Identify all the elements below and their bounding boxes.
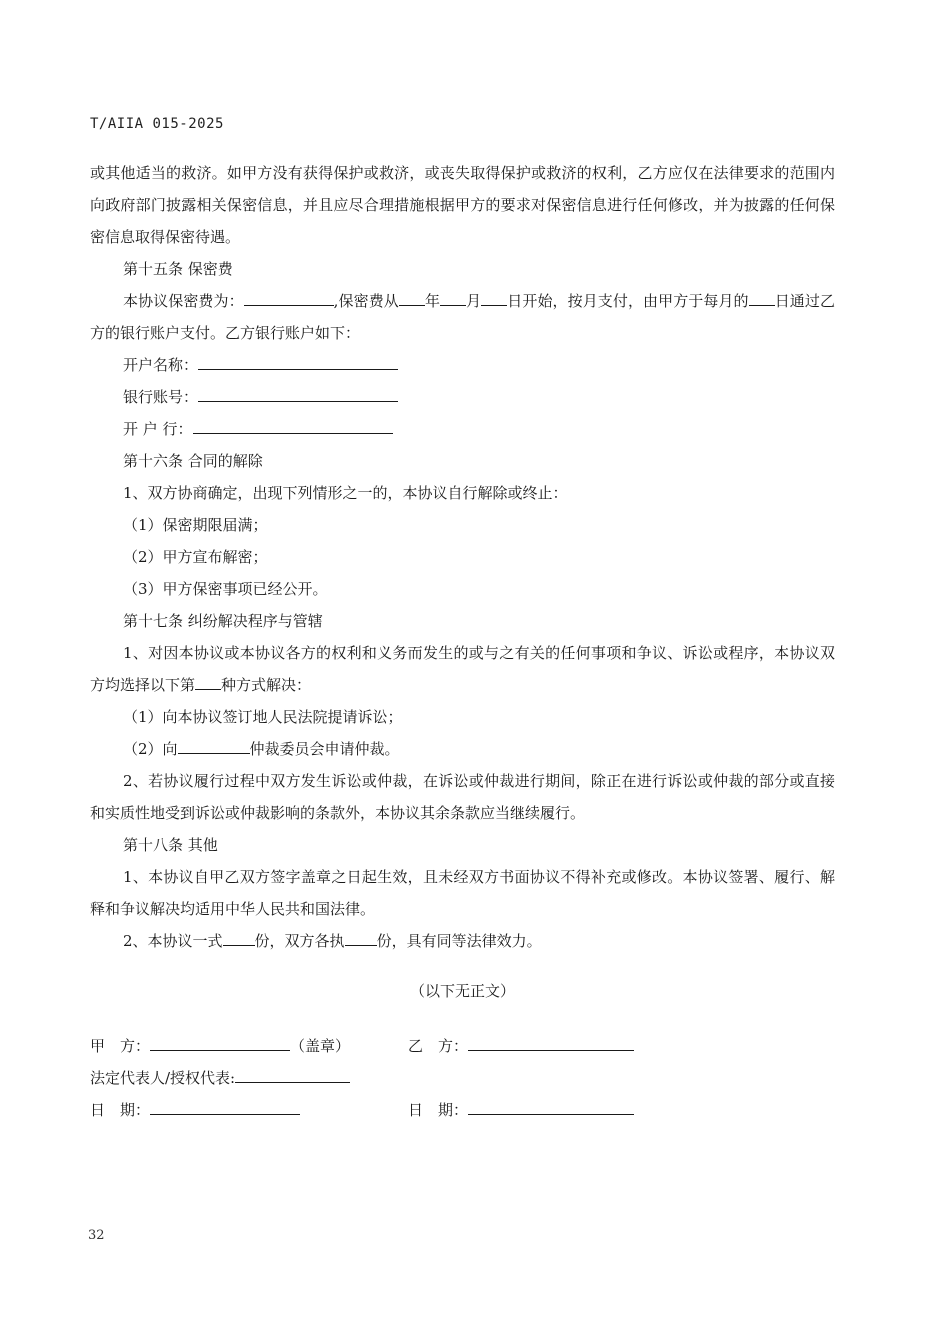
resolution-method-blank[interactable]	[195, 675, 221, 690]
bank-blank[interactable]	[193, 419, 393, 434]
party-b-blank[interactable]	[468, 1036, 634, 1051]
article-17-sub-1: （1）向本协议签订地人民法院提请诉讼；	[123, 708, 403, 726]
article-17-item-2: 2、若协议履行过程中双方发生诉讼或仲裁，在诉讼或仲裁进行期间，除正在进行诉讼或仲裁的部分或直接和实质性地受到诉讼或仲裁影响的条款外，本协议其余条款应当继续履行。	[90, 772, 835, 822]
article-18-item-1: 1、本协议自甲乙双方签字盖章之日起生效，且未经双方书面协议不得补充或修改。本协议签署、履行、解释和争议解决均适用中华人民共和国法律。	[90, 868, 835, 918]
start-year-blank[interactable]	[399, 291, 425, 306]
party-b-date-blank[interactable]	[468, 1100, 634, 1115]
pay-day-blank[interactable]	[749, 291, 775, 306]
party-a-blank[interactable]	[150, 1036, 290, 1051]
party-b-signature-line: 乙 方：	[408, 1035, 634, 1056]
account-name-blank[interactable]	[198, 355, 398, 370]
copies-each-blank[interactable]	[345, 931, 377, 946]
article-17-sub-2: （2）向 仲裁委员会申请仲裁。	[123, 740, 400, 758]
start-day-blank[interactable]	[481, 291, 507, 306]
account-name-line: 开户名称：	[90, 349, 835, 381]
article-16-sub-3: （3）甲方保密事项已经公开。	[123, 580, 328, 598]
copies-total-blank[interactable]	[223, 931, 255, 946]
article-15-fee-paragraph: 本协议保密费为： ,保密费从 年 月 日开始，按月支付，由甲方于每月的 日通过乙方的银行账户支付。乙方银行账户如下：	[90, 292, 835, 342]
article-15-title: 第十五条 保密费	[123, 260, 233, 278]
document-id-header: T/AIIA 015-2025	[90, 116, 224, 132]
party-a-signature-line: 甲 方： （盖章）	[90, 1037, 351, 1055]
article-18-title: 第十八条 其他	[123, 836, 218, 854]
page-number: 32	[88, 1228, 105, 1243]
party-a-date-blank[interactable]	[150, 1100, 300, 1115]
document-body	[90, 157, 835, 957]
legal-rep-blank[interactable]	[235, 1068, 350, 1083]
start-month-blank[interactable]	[440, 291, 466, 306]
continuation-paragraph: 或其他适当的救济。如甲方没有获得保护或救济，或丧失取得保护或救济的权利，乙方应仅在法律要求的范围内向政府部门披露相关保密信息，并且应尽合理措施根据甲方的要求对保密信息进行任何修改，并为披露的任何保密信息取得保密待遇。	[90, 164, 835, 246]
article-16-sub-1: （1）保密期限届满；	[123, 516, 268, 534]
fee-amount-blank[interactable]	[244, 291, 334, 306]
article-16-item-1: 1、双方协商确定，出现下列情形之一的，本协议自行解除或终止：	[123, 484, 568, 502]
account-number-blank[interactable]	[198, 387, 398, 402]
no-more-text-note: （以下无正文）	[409, 982, 515, 1000]
bank-line: 开 户 行：	[90, 413, 835, 445]
party-b-date-line: 日 期：	[408, 1099, 634, 1120]
article-16-sub-2: （2）甲方宣布解密；	[123, 548, 268, 566]
arbitration-commission-blank[interactable]	[178, 739, 250, 754]
article-18-item-2: 2、本协议一式 份，双方各执 份，具有同等法律效力。	[123, 932, 542, 950]
legal-rep-line: 法定代表人/授权代表:	[90, 1067, 350, 1088]
article-17-item-1: 1、对因本协议或本协议各方的权利和义务而发生的或与之有关的任何事项和争议、诉讼或程序，本协议双方均选择以下第 种方式解决：	[90, 644, 835, 694]
article-16-title: 第十六条 合同的解除	[123, 452, 263, 470]
account-number-line: 银行账号：	[90, 381, 835, 413]
party-a-date-line: 日 期：	[90, 1099, 300, 1120]
article-17-title: 第十七条 纠纷解决程序与管辖	[123, 612, 323, 630]
